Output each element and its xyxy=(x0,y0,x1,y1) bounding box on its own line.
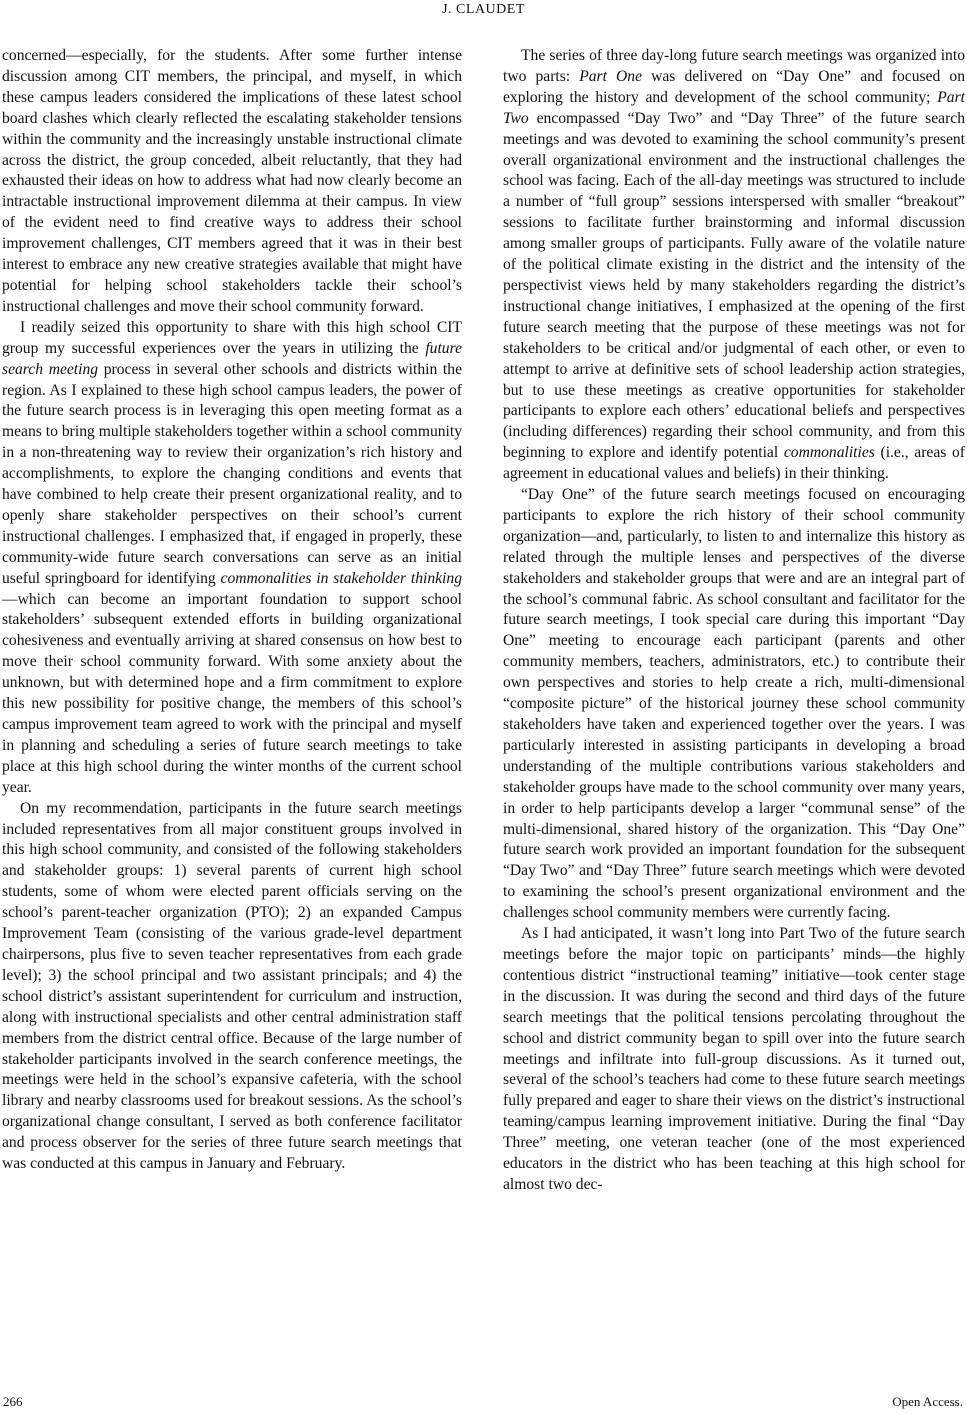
paragraph: “Day One” of the future search meetings focused on encouraging participants to explore the rich history of their school community organization—and, particularly, to listen to and internalize this history as related through the multiple lenses and perspectives of the diverse stakeholders and stakeholder groups that were and are an integral part of the school’s communal fabric. As school consultant and facilitator for the future search meetings, I took special care during this important “Day One” meeting to encourage each participant (parents and other community members, teachers, administrators, etc.) to contribute their own perspectives and stories to help create a rich, multi-dimensional “composite picture” of the historical journey these school community stakeholders have taken and experienced together over the years. I was particularly interested in assisting participants in developing a broad understanding of the multiple contributions various stakeholders and stakeholder groups have made to the school community over many years, in order to help participants develop a larger “communal sense” of the multi-dimensional, shared history of the organization. This “Day One” future search work provided an important foundation for the subsequent “Day Two” and “Day Three” future search meetings which were devoted to examining the school’s present organizational environment and the challenges school community members were currently facing. xyxy=(503,486,965,922)
left-column xyxy=(2,46,462,1175)
emphasis: Part One xyxy=(579,67,643,85)
page-footer xyxy=(0,1393,967,1411)
running-head: J. CLAUDET xyxy=(442,2,525,17)
paragraph: concerned—especially, for the students. After some further intense discussion among CIT members, the principal, and myself, in which these campus leaders considered the implications of these latest school board clashes which clearly reflected the escalating stakeholder tensions within the community and the increasingly unstable instructional climate across the district, the group conceded, albeit reluctantly, that they had exhausted their ideas on how to address what had now clearly become an intractable instructional improvement dilemma at their campus. In view of the evident need to find creative ways to address their school improvement challenges, CIT members agreed that it was in their best interest to embrace any new creative strategies available that might have potential for helping school stakeholders tackle their school’s instructional challenges and move their school community forward. xyxy=(2,47,462,315)
emphasis: Part Two xyxy=(503,88,965,127)
right-column xyxy=(503,46,965,1196)
text-run: The series of three day-long future search meetings was organized into two parts: xyxy=(503,47,965,85)
text-run: encompassed “Day Two” and “Day Three” of the future search meetings and was devoted to examining the school community’s present overall organizational environment and the instructional challenges the school was facing. Each of the all-day meetings was structured to include a number of “full group” sessions interspersed with smaller “breakout” sessions to facilitate further brainstorming and informal discussion among smaller groups of participants. Fully aware of the volatile nature of the political climate existing in the district and the intensity of the perspectivist views held by many stakeholders regarding the district’s instructional change initiatives, I emphasized at the opening of the first future search meeting that the purpose of these meetings was not for stakeholders to be critical and/or judgmental of each other, or even to attempt to arrive at definitive sets of school leadership action strategies, but to use these meetings as creative opportunities for stakeholder participants to explore each others’ educational beliefs and perspectives (including differences) regarding their school community, and from this beginning to explore and identify potential xyxy=(503,109,965,462)
paragraph: On my recommendation, participants in the future search meetings included representatives from all major constituent groups involved in this high school community, and consisted of the following stakeholders and stakeholder groups: 1) several parents of current high school students, some of whom were elected parent officials serving on the school’s parent-teacher organization (PTO); 2) an expanded Campus Improvement Team (consisting of the various grade-level department chairpersons, plus five to seven teacher representatives from each grade level); 3) the school principal and two assistant principals; and 4) the school district’s assistant superintendent for curriculum and instruction, along with instructional specialists and other central administration staff members from the district central office. Because of the large number of stakeholder participants involved in the search conference meetings, the meetings were held in the school’s expansive cafeteria, with the school library and nearby classrooms used for breakout sessions. As the school’s organizational change consultant, I served as both conference facilitator and process observer for the series of three future search meetings that was conducted at this campus in January and February. xyxy=(2,799,462,1173)
emphasis: commonalities in stakeholder thinking xyxy=(220,569,462,587)
text-run: process in several other schools and districts within the region. As I explained to these high school campus leaders, the power of the future search process is in leveraging this open meeting format as a means to bring multiple stakeholders together within a school community in a non-threatening way to review their organization’s rich history and accomplishments, to explore the changing conditions and events that have combined to help create their present organizational reality, and to openly share stakeholder perspectives on their school’s current instructional challenges. I emphasized that, if engaged in properly, these community-wide future search conversations can serve as an initial useful springboard for identifying xyxy=(2,360,462,587)
text-run: was delivered on “Day One” and focused on exploring the history and development of the school community; xyxy=(503,67,965,106)
text-run: I readily seized this opportunity to share with this high school CIT group my successful experiences over the years in utilizing the xyxy=(2,318,462,357)
text-run: —which can become an important foundation to support school stakeholders’ subsequent extended efforts in building organizational cohesiveness and eventually arriving at shared consensus on how best to move their school community forward. With some anxiety about the unknown, but with determined hope and a firm commitment to explore this new possibility for positive change, the members of this school’s campus improvement team agreed to work with the principal and myself in planning and scheduling a series of future search meetings to take place at this high school during the winter months of the current school year. xyxy=(2,590,462,796)
paragraph xyxy=(503,46,965,485)
paragraph xyxy=(2,318,462,799)
paragraph: As I had anticipated, it wasn’t long into Part Two of the future search meetings before the major topic on participants’ minds—the highly contentious district “instructional teaming” initiative—took center stage in the discussion. It was during the second and third days of the future search meetings that the political tensions percolating throughout the school and district community began to spill over into the future search meetings and infiltrate into full-group discussions. As it turned out, several of the school’s teachers had come to these future search meetings fully prepared and eager to share their views on the district’s instructional teaming/campus learning improvement initiative. During the final “Day Three” meeting, one veteran teacher (one of the most experienced educators in the district who has been teaching at this high school for almost two dec- xyxy=(503,925,965,1193)
emphasis: commonalities xyxy=(783,444,875,462)
publisher-note: Open Access. xyxy=(892,1394,963,1409)
page-number: 266 xyxy=(3,1394,23,1409)
emphasis: future search meeting xyxy=(2,339,462,378)
text-run: (i.e., areas of agreement in educational values and beliefs) in their thinking. xyxy=(503,444,965,483)
